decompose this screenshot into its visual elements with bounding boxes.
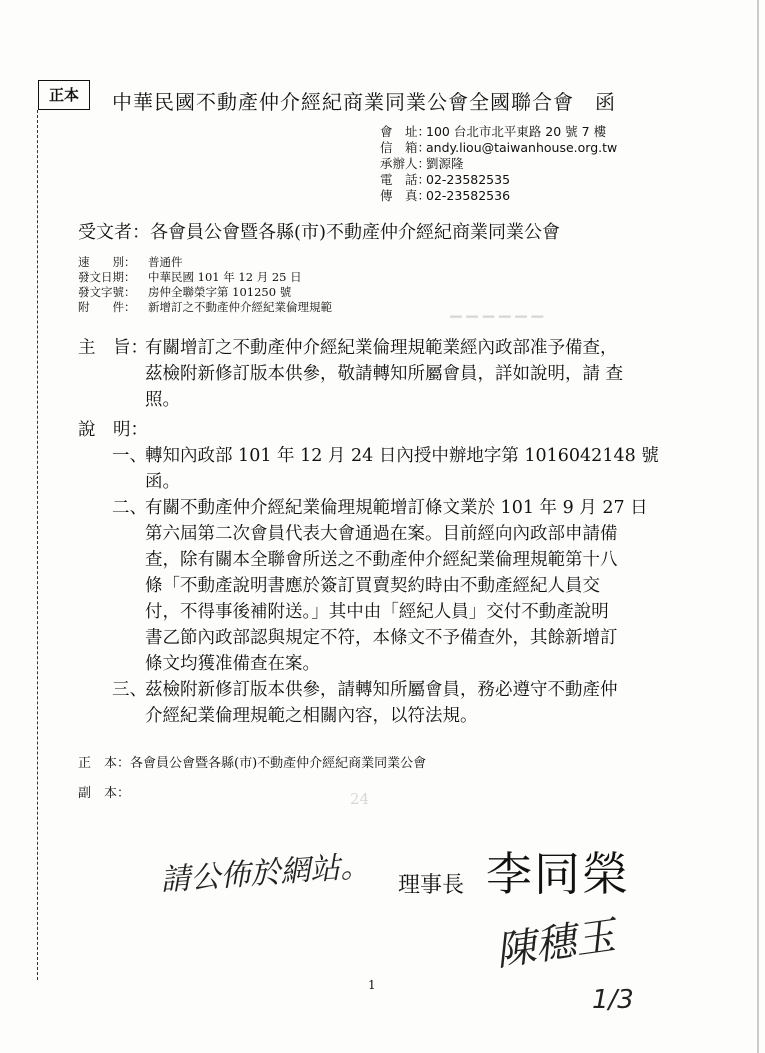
fold-line xyxy=(37,110,38,980)
contact-email: 信 箱：andy.liou@taiwanhouse.org.tw xyxy=(380,140,618,155)
recipient-line: 受文者：各會員公會暨各縣(市)不動產仲介經紀商業同業公會 xyxy=(78,222,561,243)
item-line: 查，除有關本全聯會所送之不動產仲介經紀業倫理規範第十八 xyxy=(145,550,618,570)
contact-address: 會 址：100 台北市北平東路 20 號 7 樓 xyxy=(380,124,607,139)
item-line: 條文均獲准備查在案。 xyxy=(145,654,320,674)
bleed-through-text: ▁ ▁ ▁ ▁ ▁ ▁ xyxy=(450,300,544,318)
meta-attachment: 附 件： 新增訂之不動產仲介經紀業倫理規範 xyxy=(78,300,332,314)
page-number: 1 xyxy=(368,978,376,992)
item-line: 茲檢附新修訂版本供參，請轉知所屬會員，務必遵守不動產仲 xyxy=(145,680,618,700)
contact-phone: 電 話：02-23582535 xyxy=(380,172,511,187)
meta-number: 發文字號： 房仲全聯榮字第 101250 號 xyxy=(78,285,292,299)
subject-label: 主 旨： xyxy=(78,338,148,358)
cc-copy: 副 本： xyxy=(78,786,131,801)
contact-fax: 傳 真：02-23582536 xyxy=(380,188,511,203)
item-number: 二、 xyxy=(112,498,147,518)
subject-line: 有關增訂之不動產仲介經紀業倫理規範業經內政部准予備查， xyxy=(145,338,618,358)
meta-date: 發文日期： 中華民國 101 年 12 月 25 日 xyxy=(78,270,302,284)
explain-label: 說 明： xyxy=(78,420,148,440)
item-line: 書乙節內政部認與規定不符，本條文不予備查外，其餘新增訂 xyxy=(145,628,618,648)
item-line: 條「不動產說明書應於簽訂買賣契約時由不動產經紀人員交 xyxy=(145,576,600,596)
item-number: 一、 xyxy=(112,446,147,466)
item-line: 轉知內政部 101 年 12 月 24 日內授中辦地字第 1016042148 號 xyxy=(145,446,659,466)
handwritten-signature: 陳穗玉 xyxy=(492,912,619,976)
subject-line: 照。 xyxy=(145,390,180,410)
item-line: 函。 xyxy=(145,472,180,492)
handwritten-date: 1/3 xyxy=(592,985,634,1015)
document-title: 中華民國不動產仲介經紀商業同業公會全國聯合會 函 xyxy=(112,90,616,114)
item-line: 介經紀業倫理規範之相關內容，以符法規。 xyxy=(145,706,478,726)
item-line: 有關不動產仲介經紀業倫理規範增訂條文業於 101 年 9 月 27 日 xyxy=(145,498,648,518)
handwritten-note: 請公佈於網站。 xyxy=(159,848,372,899)
subject-line: 茲檢附新修訂版本供參，敬請轉知所屬會員，詳如說明，請 查 xyxy=(145,364,624,384)
item-number: 三、 xyxy=(112,680,147,700)
original-copy-box: 正本 xyxy=(38,80,90,110)
bleed-through-text: 24 xyxy=(350,790,370,808)
item-line: 第六屆第二次會員代表大會通過在案。目前經向內政部申請備 xyxy=(145,524,618,544)
page-edge xyxy=(757,0,759,1053)
contact-handler: 承辦人：劉源隆 xyxy=(380,156,464,171)
chairman-signature-stamp: 李同榮 xyxy=(486,847,630,901)
meta-speed: 速 別： 普通件 xyxy=(78,255,183,269)
item-line: 付，不得事後補附送。」其中由「經紀人員」交付不動產說明 xyxy=(145,602,609,622)
cc-main: 正 本：各會員公會暨各縣(市)不動產仲介經紀商業同業公會 xyxy=(78,756,427,771)
signature-title: 理事長 xyxy=(398,873,465,898)
